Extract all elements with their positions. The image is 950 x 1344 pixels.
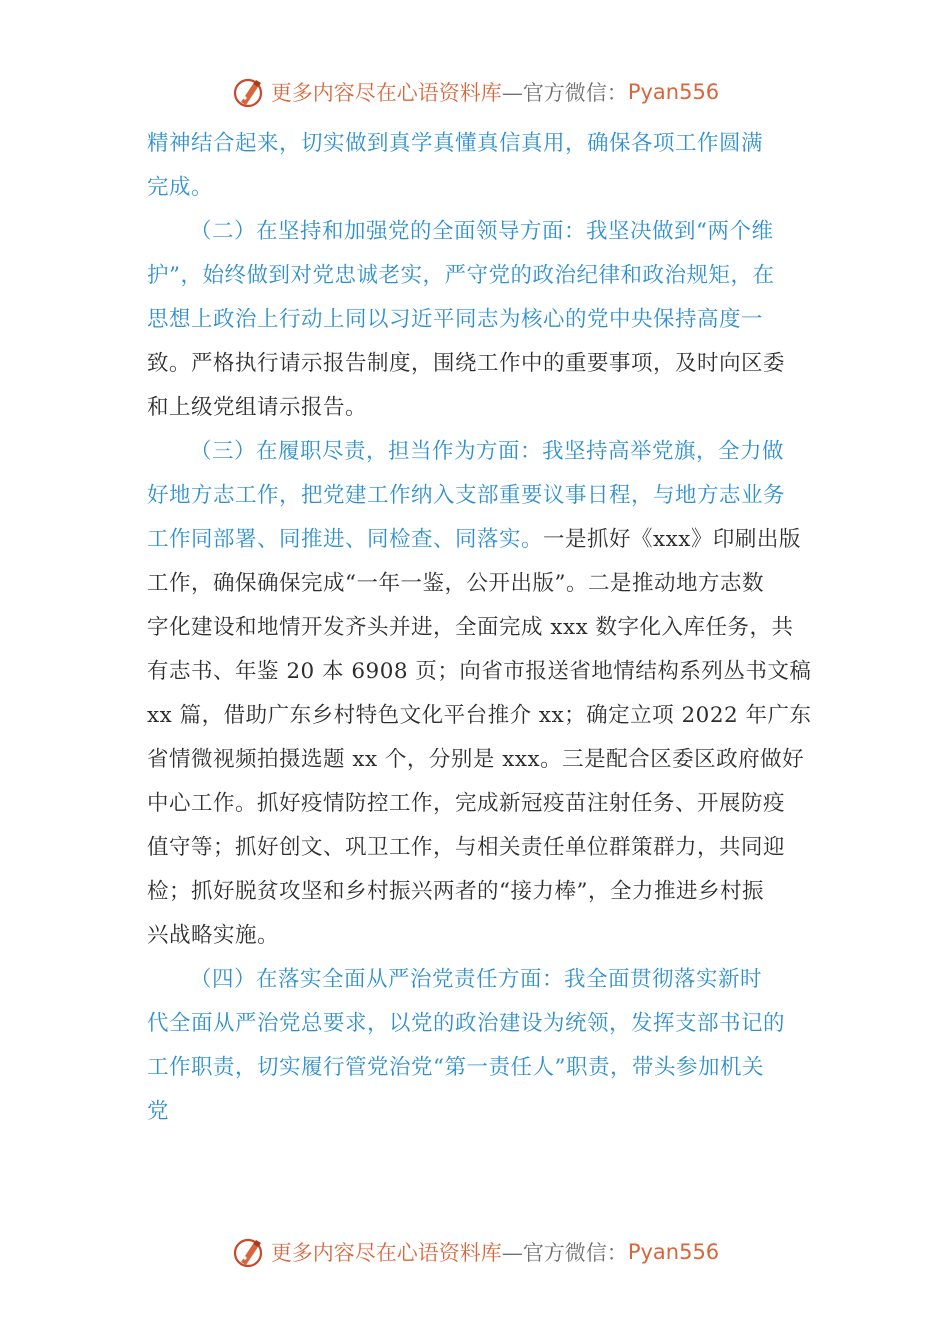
text-line: 兴战略实施。 [147, 923, 280, 948]
text-line: 检；抓好脱贫攻坚和乡村振兴两者的“接力棒”，全力推进乡村振 [147, 879, 764, 904]
watermark-footer [0, 1232, 950, 1272]
watermark-header [0, 72, 950, 112]
text-line-mixed [147, 518, 802, 562]
text-line: （三）在履职尽责，担当作为方面：我坚持高举党旗，全力做 [190, 439, 785, 464]
text-line: 致。严格执行请示报告制度，围绕工作中的重要事项，及时向区委 [147, 351, 786, 376]
text-line: 有志书、年鉴 20 本 6908 页；向省市报送省地情结构系列丛书文稿 [147, 659, 812, 684]
paragraph-4 [147, 958, 802, 1134]
pen-nib-logo-icon [231, 74, 267, 110]
text-line: 精神结合起来，切实做到真学真懂真信真用，确保各项工作圆满 [147, 131, 764, 156]
text-line: 思想上政治上行动上同以习近平同志为核心的党中央保持高度一 [147, 307, 764, 332]
text-line: xx 篇，借助广东乡村特色文化平台推介 xx；确定立项 2022 年广东 [147, 703, 812, 728]
paragraph-2 [147, 210, 802, 430]
paragraph-3 [147, 430, 812, 958]
paragraph-1 [147, 122, 802, 210]
watermark-text-wechat-label: —官方微信： [501, 1241, 628, 1265]
text-segment: 工作同部署、同推进、同检查、同落实。 [147, 527, 544, 552]
text-line: 工作，确保确保完成“一年一鉴，公开出版”。二是推动地方志数 [147, 571, 764, 596]
text-line: （四）在落实全面从严治党责任方面：我全面贯彻落实新时 [190, 967, 763, 992]
document-body [147, 122, 812, 1134]
text-line: 好地方志工作，把党建工作纳入支部重要议事日程，与地方志业务 [147, 483, 786, 508]
watermark-text-library: 更多内容尽在心语资料库 [270, 1241, 502, 1265]
text-segment: 一是抓好《xxx》印刷出版 [543, 527, 801, 552]
text-line: 工作职责，切实履行管党治党“第一责任人”职责，带头参加机关 [147, 1055, 764, 1080]
text-line: （二）在坚持和加强党的全面领导方面：我坚决做到“两个维 [190, 219, 774, 244]
watermark-text-library: 更多内容尽在心语资料库 [270, 81, 502, 105]
text-line: 值守等；抓好创文、巩卫工作，与相关责任单位群策群力，共同迎 [147, 835, 786, 860]
watermark-text-wechat-id: Pyan556 [627, 1240, 720, 1264]
text-line: 完成。 [147, 175, 214, 200]
text-line: 党 [147, 1099, 170, 1124]
text-line: 省情微视频拍摄选题 xx 个，分别是 xxx。三是配合区委区政府做好 [147, 747, 805, 772]
text-line: 护”，始终做到对党忠诚老实，严守党的政治纪律和政治规矩，在 [147, 263, 775, 288]
pen-nib-logo-icon [231, 1234, 267, 1270]
text-line: 中心工作。抓好疫情防控工作，完成新冠疫苗注射任务、开展防疫 [147, 791, 786, 816]
text-line: 代全面从严治党总要求，以党的政治建设为统领，发挥支部书记的 [147, 1011, 786, 1036]
watermark-text-wechat-id: Pyan556 [627, 80, 720, 104]
watermark-text-wechat-label: —官方微信： [501, 81, 628, 105]
text-line: 字化建设和地情开发齐头并进，全面完成 xxx 数字化入库任务，共 [147, 615, 794, 640]
text-line: 和上级党组请示报告。 [147, 395, 368, 420]
